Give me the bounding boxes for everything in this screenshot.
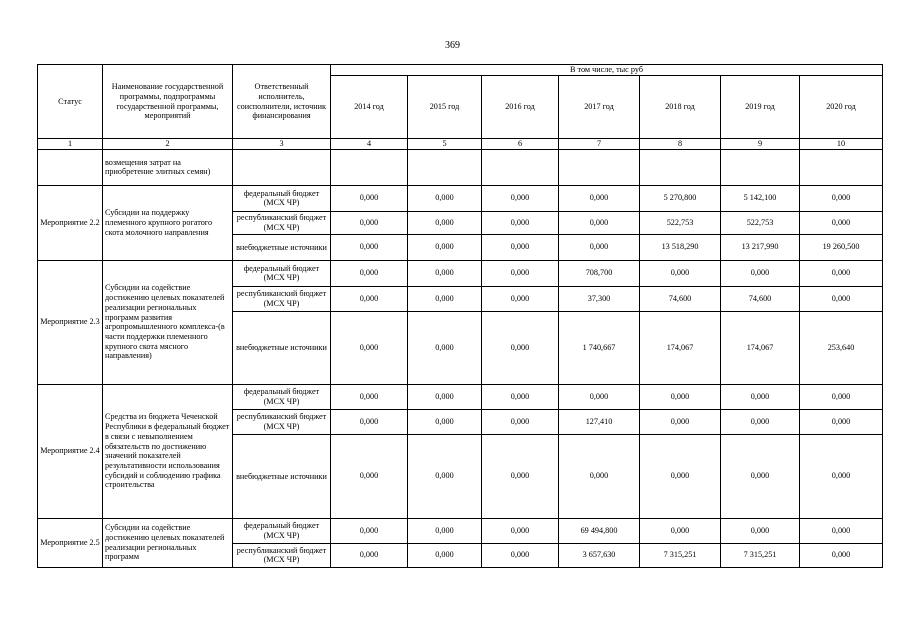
value-cell: 0,000 — [800, 409, 883, 434]
value-cell: 13 217,990 — [721, 234, 800, 260]
value-cell: 0,000 — [800, 260, 883, 286]
value-cell: 0,000 — [800, 185, 883, 211]
budget-table — [37, 64, 883, 568]
value-cell: 0,000 — [721, 409, 800, 434]
value-cell: 37,300 — [559, 286, 640, 311]
funding-source: внебюджетные источники — [233, 311, 331, 384]
index-cell: 5 — [408, 139, 482, 150]
value-cell: 0,000 — [482, 384, 559, 409]
value-cell: 74,600 — [640, 286, 721, 311]
index-cell: 10 — [800, 139, 883, 150]
value-cell: 0,000 — [331, 384, 408, 409]
value-cell: 0,000 — [482, 543, 559, 567]
value-cell: 0,000 — [408, 286, 482, 311]
value-cell: 7 315,251 — [640, 543, 721, 567]
table-row — [38, 149, 883, 185]
value-cell: 174,067 — [640, 311, 721, 384]
value-cell: 0,000 — [800, 384, 883, 409]
index-cell: 2 — [103, 139, 233, 150]
value-cell: 0,000 — [331, 260, 408, 286]
table-row — [38, 260, 883, 286]
value-cell: 0,000 — [640, 434, 721, 518]
value-cell: 0,000 — [482, 260, 559, 286]
value-cell: 253,640 — [800, 311, 883, 384]
value-cell — [800, 149, 883, 185]
value-cell: 0,000 — [331, 518, 408, 543]
value-cell: 69 494,800 — [559, 518, 640, 543]
value-cell: 19 260,500 — [800, 234, 883, 260]
header-year: 2017 год — [559, 76, 640, 139]
value-cell — [331, 149, 408, 185]
value-cell — [482, 149, 559, 185]
header-status: Статус — [38, 65, 103, 139]
value-cell: 0,000 — [408, 185, 482, 211]
value-cell: 0,000 — [640, 518, 721, 543]
measure-name: возмещения затрат на приобретение элитных семян) — [103, 149, 233, 185]
value-cell: 0,000 — [331, 211, 408, 234]
value-cell — [640, 149, 721, 185]
value-cell: 5 270,800 — [640, 185, 721, 211]
value-cell: 0,000 — [408, 434, 482, 518]
status-cell: Мероприятие 2.5 — [38, 518, 103, 567]
index-cell: 7 — [559, 139, 640, 150]
value-cell: 74,600 — [721, 286, 800, 311]
value-cell: 7 315,251 — [721, 543, 800, 567]
value-cell: 0,000 — [482, 211, 559, 234]
value-cell: 708,700 — [559, 260, 640, 286]
funding-source: республиканский бюджет (МСХ ЧР) — [233, 543, 331, 567]
header-year: 2014 год — [331, 76, 408, 139]
value-cell — [721, 149, 800, 185]
value-cell: 0,000 — [331, 311, 408, 384]
status-cell: Мероприятие 2.4 — [38, 384, 103, 518]
value-cell: 0,000 — [482, 185, 559, 211]
measure-name: Субсидии на содействие достижению целевых показателей реализации региональных программ — [103, 518, 233, 567]
value-cell: 0,000 — [408, 543, 482, 567]
funding-source: федеральный бюджет (МСХ ЧР) — [233, 185, 331, 211]
value-cell: 0,000 — [482, 518, 559, 543]
index-cell: 3 — [233, 139, 331, 150]
value-cell: 0,000 — [408, 211, 482, 234]
value-cell: 0,000 — [331, 543, 408, 567]
funding-source: республиканский бюджет (МСХ ЧР) — [233, 211, 331, 234]
value-cell: 0,000 — [721, 434, 800, 518]
table-row — [38, 384, 883, 409]
value-cell: 174,067 — [721, 311, 800, 384]
value-cell: 522,753 — [721, 211, 800, 234]
funding-source: внебюджетные источники — [233, 434, 331, 518]
table-row — [38, 185, 883, 211]
value-cell: 0,000 — [408, 409, 482, 434]
header-year: 2018 год — [640, 76, 721, 139]
value-cell: 0,000 — [482, 286, 559, 311]
value-cell: 0,000 — [559, 434, 640, 518]
value-cell: 0,000 — [482, 234, 559, 260]
value-cell: 0,000 — [640, 384, 721, 409]
funding-source: внебюджетные источники — [233, 234, 331, 260]
value-cell: 0,000 — [640, 260, 721, 286]
measure-name: Средства из бюджета Чеченской Республики в федеральный бюджет в связи с невыполнением обязательств по достижению значений показателей результативности использования субсидий и соблюдению графика строительства — [103, 384, 233, 518]
index-cell: 1 — [38, 139, 103, 150]
header-year: 2015 год — [408, 76, 482, 139]
value-cell: 3 657,630 — [559, 543, 640, 567]
value-cell: 0,000 — [408, 311, 482, 384]
value-cell: 0,000 — [800, 211, 883, 234]
index-cell: 8 — [640, 139, 721, 150]
value-cell: 5 142,100 — [721, 185, 800, 211]
value-cell: 0,000 — [721, 384, 800, 409]
value-cell: 0,000 — [559, 384, 640, 409]
value-cell: 0,000 — [331, 185, 408, 211]
status-cell — [38, 149, 103, 185]
value-cell: 0,000 — [721, 260, 800, 286]
value-cell: 0,000 — [559, 211, 640, 234]
index-cell: 4 — [331, 139, 408, 150]
header-group: В том числе, тыс руб — [331, 65, 883, 76]
value-cell: 0,000 — [331, 234, 408, 260]
value-cell: 0,000 — [721, 518, 800, 543]
table-row — [38, 518, 883, 543]
index-cell: 9 — [721, 139, 800, 150]
value-cell: 0,000 — [331, 409, 408, 434]
index-row — [38, 139, 883, 150]
header-year: 2019 год — [721, 76, 800, 139]
value-cell: 0,000 — [482, 409, 559, 434]
value-cell: 0,000 — [559, 234, 640, 260]
value-cell: 0,000 — [800, 286, 883, 311]
value-cell — [408, 149, 482, 185]
header-year: 2016 год — [482, 76, 559, 139]
value-cell: 0,000 — [331, 434, 408, 518]
measure-name: Субсидии на содействие достижению целевых показателей реализации региональных программ развития агропромышленного комплекса-(в части поддержки племенного крупного скота мясного направления) — [103, 260, 233, 384]
header-year: 2020 год — [800, 76, 883, 139]
funding-source: республиканский бюджет (МСХ ЧР) — [233, 286, 331, 311]
value-cell: 1 740,667 — [559, 311, 640, 384]
value-cell: 0,000 — [408, 260, 482, 286]
value-cell: 0,000 — [800, 543, 883, 567]
funding-source — [233, 149, 331, 185]
status-cell: Мероприятие 2.2 — [38, 185, 103, 260]
measure-name: Субсидии на поддержку племенного крупного рогатого скота молочного направления — [103, 185, 233, 260]
value-cell: 127,410 — [559, 409, 640, 434]
value-cell: 522,753 — [640, 211, 721, 234]
funding-source: республиканский бюджет (МСХ ЧР) — [233, 409, 331, 434]
page-number: 369 — [445, 40, 460, 51]
funding-source: федеральный бюджет (МСХ ЧР) — [233, 260, 331, 286]
value-cell: 0,000 — [640, 409, 721, 434]
funding-source: федеральный бюджет (МСХ ЧР) — [233, 384, 331, 409]
header-executor: Ответственный исполнитель, соисполнители, источник финансирования — [233, 65, 331, 139]
index-cell: 6 — [482, 139, 559, 150]
value-cell: 0,000 — [800, 518, 883, 543]
value-cell: 0,000 — [482, 434, 559, 518]
value-cell: 0,000 — [331, 286, 408, 311]
header-name: Наименование государственной программы, подпрограммы государственной программы, мероприятий — [103, 65, 233, 139]
value-cell: 0,000 — [408, 518, 482, 543]
value-cell: 0,000 — [482, 311, 559, 384]
value-cell: 13 518,290 — [640, 234, 721, 260]
status-cell: Мероприятие 2.3 — [38, 260, 103, 384]
value-cell: 0,000 — [559, 185, 640, 211]
value-cell: 0,000 — [408, 384, 482, 409]
funding-source: федеральный бюджет (МСХ ЧР) — [233, 518, 331, 543]
value-cell — [559, 149, 640, 185]
value-cell: 0,000 — [800, 434, 883, 518]
value-cell: 0,000 — [408, 234, 482, 260]
